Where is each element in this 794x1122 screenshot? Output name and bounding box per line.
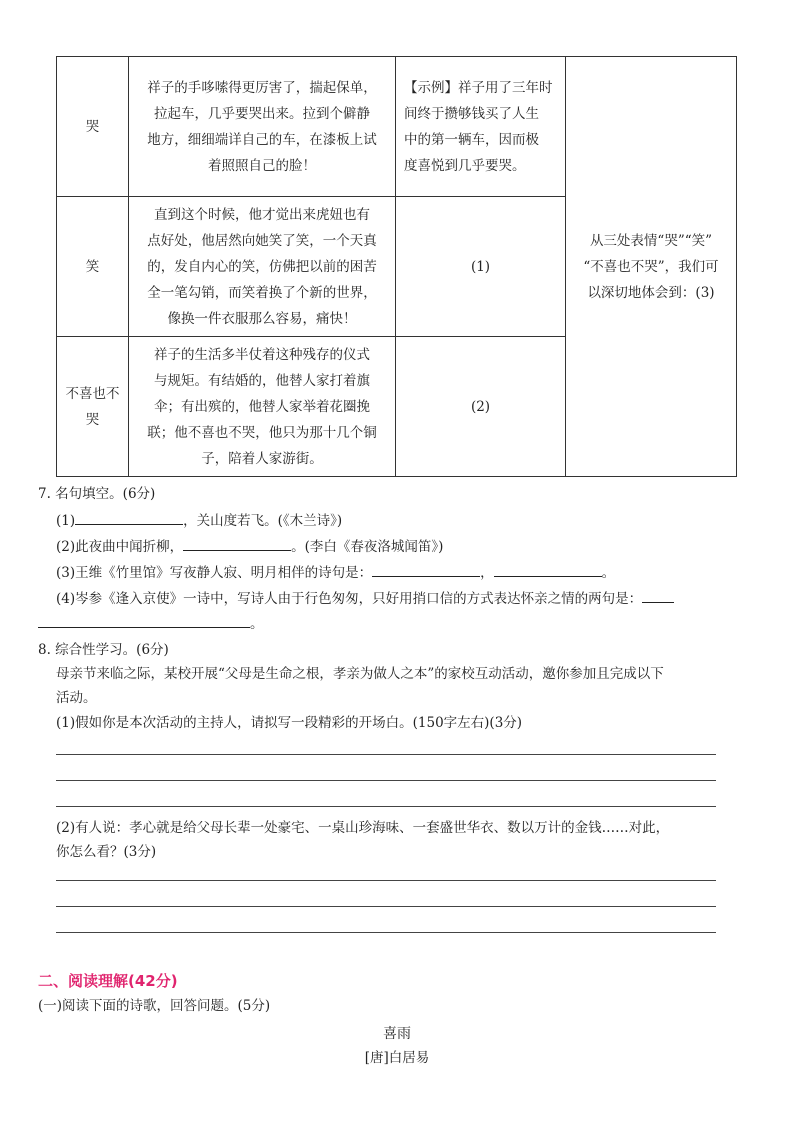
q8-sub1: (1)假如你是本次活动的主持人，请拟写一段精彩的开场白。(150字左右)(3分) (56, 715, 523, 731)
q8-intro-line1: 母亲节来临之际，某校开展“父母是生命之根，孝亲为做人之本”的家校互动活动，邀你参加且完成以下 (56, 666, 664, 682)
row-label: 笑 (57, 197, 129, 337)
q7-item-4-cont: 。 (38, 613, 264, 634)
q7-item-1: (1) ，关山度若飞。(《木兰诗》) (56, 510, 342, 531)
answer-blank-2[interactable]: (2) (396, 337, 566, 477)
fill-blank[interactable] (183, 536, 291, 551)
table-row (57, 57, 737, 197)
q7-item-2: (2)此夜曲中闻折柳， 。(李白《春夜洛城闻笛》) (56, 536, 443, 557)
writing-line[interactable] (56, 754, 716, 755)
row-label: 不喜也不 哭 (57, 337, 129, 477)
answer-blank-1[interactable]: (1) (396, 197, 566, 337)
q8-title: 8. 综合性学习。(6分) (38, 642, 169, 658)
fill-blank[interactable] (372, 562, 480, 577)
row-label: 哭 (57, 57, 129, 197)
quote-cell: 直到这个时候，他才觉出来虎妞也有 点好处，他居然向她笑了笑，一个天真 的，发自内心的笑，仿佛把以前的困苦 全一笔勾销，而笑着换了个新的世界， 像换一件衣服那么容易，痛快！ (129, 197, 396, 337)
quote-cell: 祥子的手哆嗦得更厉害了，揣起保单， 拉起车，几乎要哭出来。拉到个僻静 地方，细细端详自己的车，在漆板上试 着照照自己的脸！ (129, 57, 396, 197)
writing-line[interactable] (56, 780, 716, 781)
emotion-table (56, 56, 737, 477)
writing-line[interactable] (56, 880, 716, 881)
quote-cell: 祥子的生活多半仗着这种残存的仪式 与规矩。有结婚的，他替人家打着旗 伞；有出殡的，他替人家举着花圈挽 联；他不喜也不哭，他只为那十几个铜 子，陪着人家游街。 (129, 337, 396, 477)
writing-line[interactable] (56, 906, 716, 907)
q7-item-3: (3)王维《竹里馆》写夜静人寂、明月相伴的诗句是： ， 。 (56, 562, 615, 583)
q7-title: 7. 名句填空。(6分) (38, 486, 156, 502)
poem-author: [唐]白居易 (364, 1050, 430, 1066)
fill-blank[interactable] (38, 613, 250, 628)
answer-cell: 【示例】祥子用了三年时 间终于攒够钱买了人生 中的第一辆车，因而极 度喜悦到几乎要哭。 (396, 57, 566, 197)
q8-intro-line2: 活动。 (56, 690, 97, 706)
summary-cell: 从三处表情“哭”“笑” “不喜也不哭”，我们可 以深切地体会到：(3) (566, 57, 737, 477)
writing-line[interactable] (56, 806, 716, 807)
q8-sub2-line1: (2)有人说：孝心就是给父母长辈一处豪宅、一桌山珍海味、一套盛世华衣、数以万计的金钱……对此， (56, 820, 670, 836)
fill-blank[interactable] (75, 510, 183, 525)
q8-sub2-line2: 你怎么看？(3分) (56, 844, 157, 860)
fill-blank[interactable] (642, 588, 674, 603)
q7-item-4: (4)岑参《逢入京使》一诗中，写诗人由于行色匆匆，只好用捎口信的方式表达怀亲之情的两句是： (56, 588, 674, 609)
writing-line[interactable] (56, 932, 716, 933)
reading-intro: (一)阅读下面的诗歌，回答问题。(5分) (38, 998, 271, 1014)
poem-title: 喜雨 (383, 1026, 411, 1042)
fill-blank[interactable] (494, 562, 602, 577)
section-heading: 二、阅读理解(42分) (38, 972, 178, 990)
